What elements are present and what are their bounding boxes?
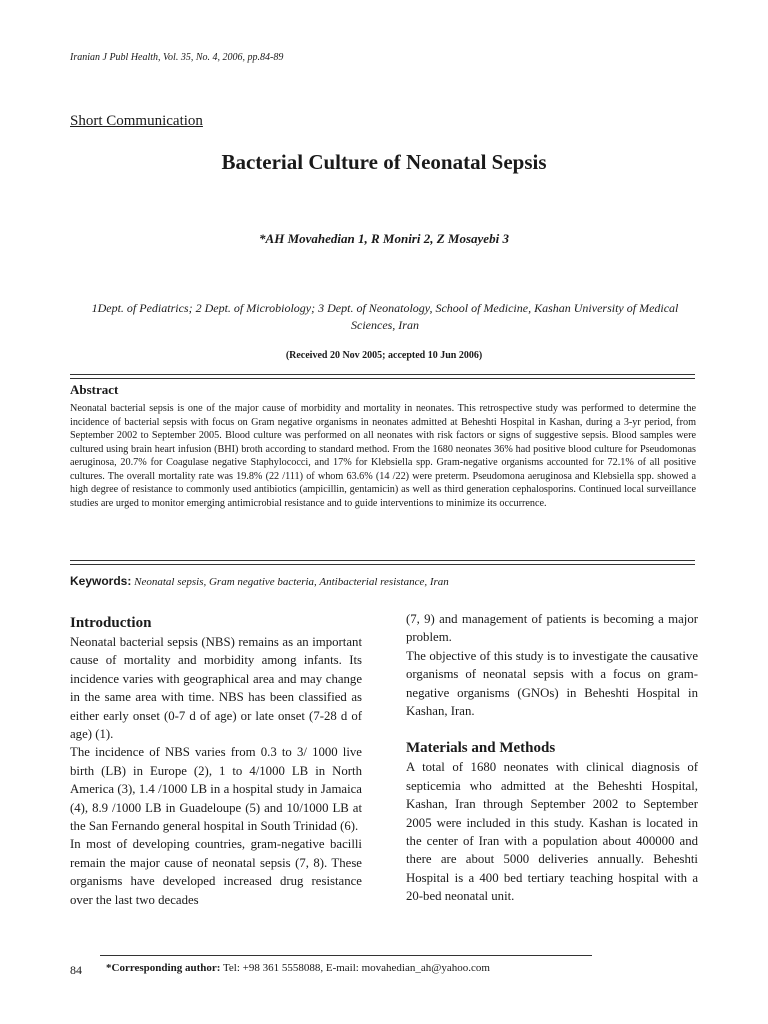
intro-paragraph-3: In most of developing countries, gram-negative bacilli remain the major cause of neonatal sepsis (7, 8). These organisms have developed increased drug resistance over the last two decades [70,837,362,907]
section-label: Short Communication [70,113,203,129]
abstract-top-rule [70,374,695,379]
keywords-label: Keywords: [70,574,132,588]
keywords-text: Neonatal sepsis, Gram negative bacteria, Antibacterial resistance, Iran [131,576,449,588]
abstract-heading: Abstract [70,382,119,397]
article-title: Bacterial Culture of Neonatal Sepsis [221,150,547,174]
abstract-text: Neonatal bacterial sepsis is one of the major cause of morbidity and mortality in neonates. This retrospective study was performed to determine the incidence of bacterial sepsis with focus on Gram negative organisms in neonates admitted at Beheshti Hospital in Kashan, during a 3-yr period, from September 2002 to September 2005. Blood culture was performed on all neonates with risk factors or signs of suggestive sepsis. Blood samples were cultured using brain heart infusion (BHI) broth according to standard method. From the 1680 neonates 36% had positive blood culture for Pseudomonas aeruginosa, 20.7% for Coagulase negative Staphylococci, and 17% for Klebsiella spp. Gram-negative organisms accounted for 72.1% of all positive cultures. The overall mortality rate was 19.8% (22 /111) of whom 63.6% (14 /22) were preterm. Pseudomona aeruginosa and Klebsiella spp. showed a high degree of resistance to commonly used antibiotics (ampicillin, gentamicin) as well as third generation cephalosporins. Continued local surveillance studies are urged to monitor emerging antimicrobial resistance and to guide interventions to minimize its occurrence. [70,403,696,509]
abstract-bottom-rule [70,560,695,565]
methods-paragraph-1: A total of 1680 neonates with clinical diagnosis of septicemia who admitted at the Beheshti Hospital, Kashan, Iran through September 2002 to September 2005 were included in this study. Kashan is located in the center of Iran with a population about 400000 and there are about 5000 deliveries annually. Beheshti Hospital is a 400 bed tertiary teaching hospital with a 20-bed neonatal unit. [406,760,698,904]
corresponding-author-footnote [106,962,490,974]
corr-author-label: *Corresponding author: [106,962,221,974]
author-list: *AH Movahedian 1, R Moniri 2, Z Mosayebi 3 [259,231,509,246]
affiliations: 1Dept. of Pediatrics; 2 Dept. of Microbiology; 3 Dept. of Neonatology, School of Medicine, Kashan University of Medical Sciences, Iran [91,301,679,332]
footnote-rule [100,955,592,956]
introduction-heading: Introduction [70,615,152,631]
intro-paragraph-2: The incidence of NBS varies from 0.3 to 3/ 1000 live birth (LB) in Europe (2), 1 to 4/1000 LB in North America (3), 1.4 /1000 LB in a hospital study in Jamaica (4), 8.9 /1000 LB in Guadeloupe (5) and 10/1000 LB at the San Fernando general hospital in South Trinidad (6). [70,745,362,834]
intro-paragraph-5: The objective of this study is to investigate the causative organisms of neonatal sepsis with a focus on gram-negative organisms (GNOs) in Beheshti Hospital in Kashan, Iran. [406,648,698,719]
corr-author-contact: Tel: +98 361 5558088, E-mail: movahedian_ah@yahoo.com [220,962,490,974]
journal-citation: Iranian J Publ Health, Vol. 35, No. 4, 2006, pp.84-89 [70,52,284,63]
keywords-line [70,574,449,588]
right-column [406,610,698,906]
left-column [70,613,362,909]
intro-paragraph-4: (7, 9) and management of patients is becoming a major problem. [406,612,698,645]
page-number: 84 [70,963,82,977]
intro-paragraph-1: Neonatal bacterial sepsis (NBS) remains as an important cause of mortality and morbidity among infants. Its incidence varies with geographical area and may change in the same area with time. NBS has been classified as either early onset (0-7 d of age) or late onset (7-28 d of age) (1). [70,635,362,742]
received-dates: (Received 20 Nov 2005; accepted 10 Jun 2006) [285,350,483,361]
methods-heading: Materials and Methods [406,740,556,757]
